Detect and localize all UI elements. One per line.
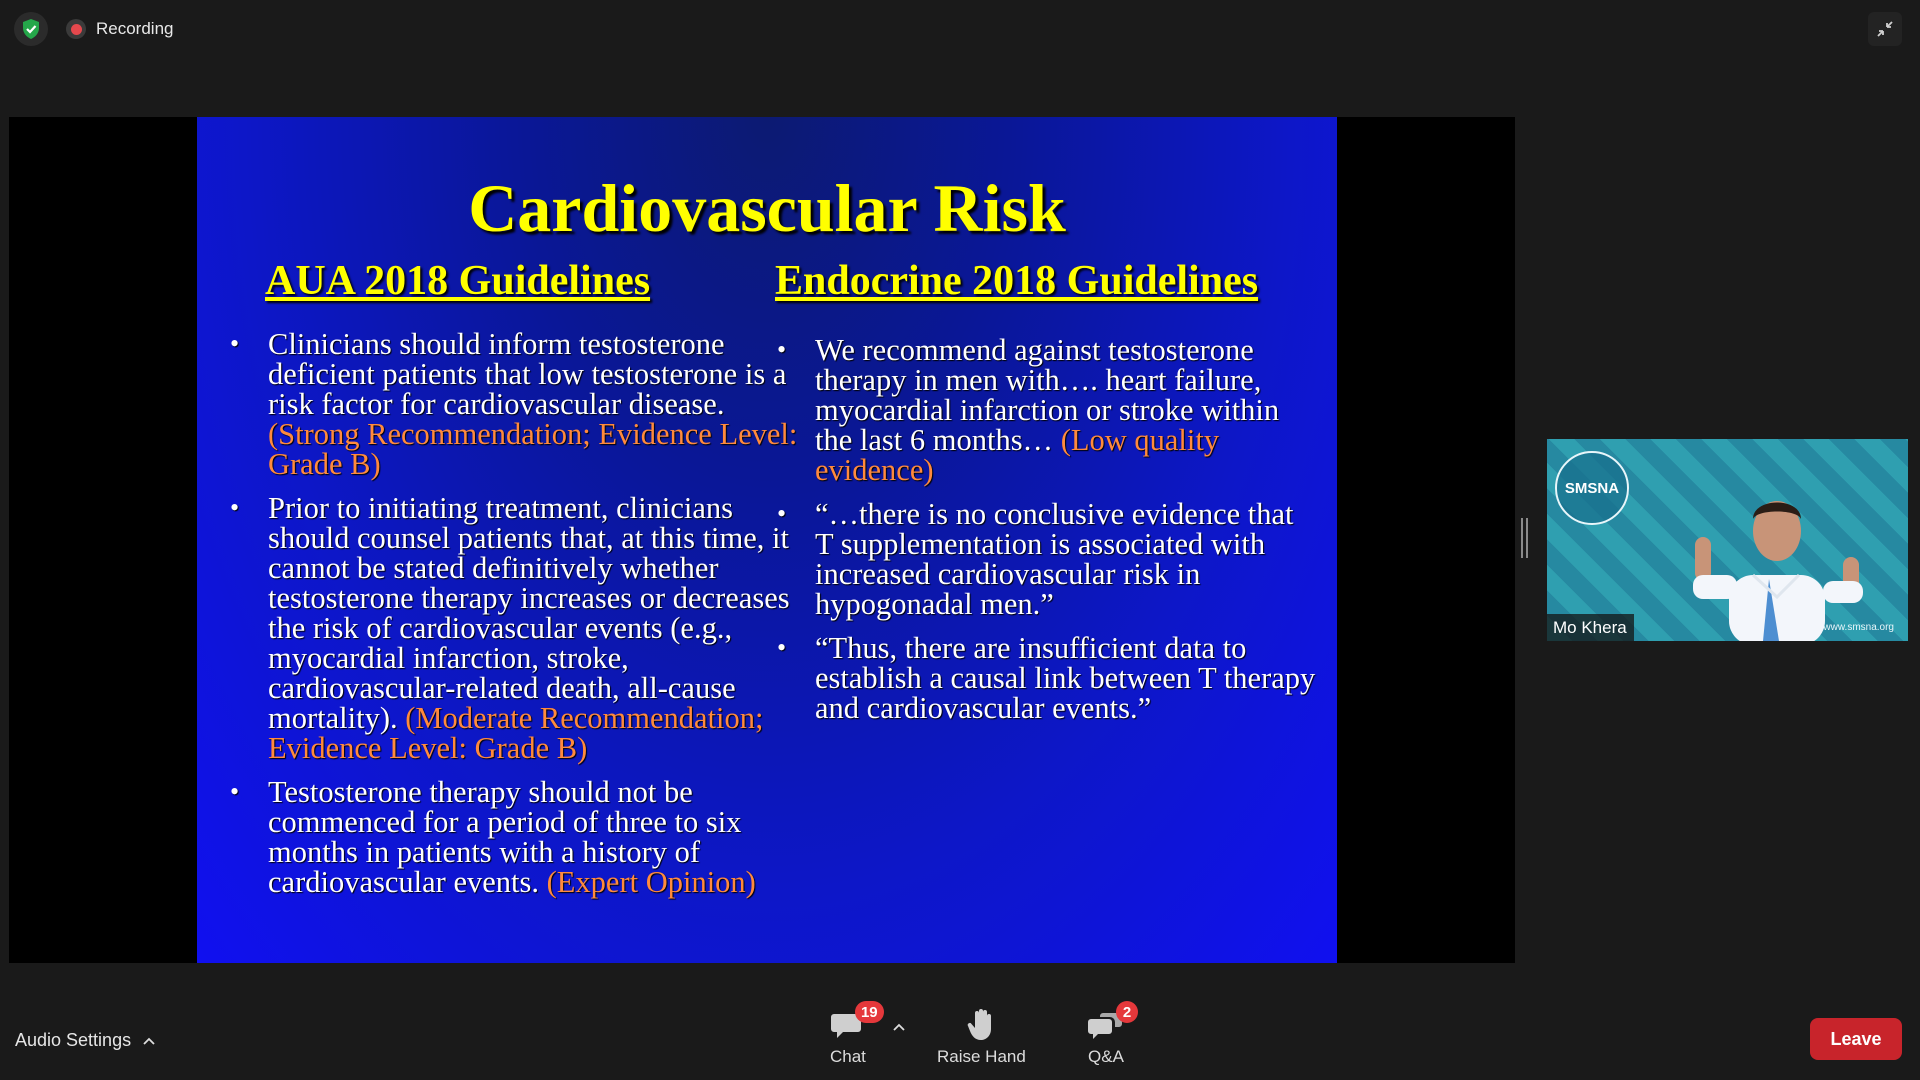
- right-column-heading: Endocrine 2018 Guidelines: [775, 258, 1259, 304]
- list-item: • Clinicians should inform testosterone deficient patients that low testosterone is a risk factor for cardiovascular disease. (Strong Recommendation; Evidence Level: Grade B): [230, 327, 798, 481]
- chat-badge: 19: [855, 1001, 884, 1023]
- right-bullet-list: [777, 335, 1317, 737]
- chat-button[interactable]: [830, 1003, 878, 1067]
- presentation-slide: [197, 117, 1337, 963]
- audio-settings-label: Audio Settings: [15, 1030, 132, 1050]
- participant-name: Mo Khera: [1547, 614, 1634, 641]
- qa-label: Q&A: [1088, 1047, 1124, 1066]
- slide-title: Cardiovascular Risk: [468, 170, 1066, 246]
- raise-hand-label: Raise Hand: [937, 1047, 1026, 1066]
- audio-settings-button[interactable]: [15, 1030, 155, 1051]
- smsna-logo: SMSNA: [1555, 451, 1629, 525]
- chevron-up-icon: [143, 1037, 155, 1045]
- list-item: • Testosterone therapy should not be commenced for a period of three to six months in patients with a history of cardiovascular events. (Expert Opinion): [230, 775, 756, 899]
- left-column-heading: AUA 2018 Guidelines: [265, 258, 651, 304]
- collapse-icon: [1874, 18, 1896, 40]
- security-shield-icon[interactable]: [14, 12, 48, 46]
- qa-badge: 2: [1116, 1001, 1138, 1023]
- list-item: • “…there is no conclusive evidence that T supplementation is associated with increased cardiovascular risk in hypogonadal men.”: [777, 497, 1294, 621]
- leave-button[interactable]: Leave: [1810, 1018, 1902, 1060]
- participant-video[interactable]: [1547, 439, 1908, 641]
- recording-indicator[interactable]: [66, 16, 174, 42]
- list-item: • Prior to initiating treatment, clinicians should counsel patients that, at this time, it cannot be stated definitively whether testosterone therapy increases or decreases the risk of cardiovascular events (e.g., myocardial infarction, stroke, cardiovascular-related death, all-cause mortality). (Moderate Recommendation; Evidence Level: Grade B): [230, 491, 790, 765]
- list-item: • We recommend against testosterone therapy in men with…. heart failure, myocardial infarction or stroke within the last 6 months… (Low quality evidence): [777, 333, 1280, 487]
- shared-screen: [9, 117, 1515, 963]
- list-item: • “Thus, there are insufficient data to establish a causal link between T therapy and cardiovascular events.”: [777, 631, 1316, 725]
- raise-hand-button[interactable]: [937, 1005, 1026, 1067]
- exit-fullscreen-button[interactable]: [1868, 12, 1902, 46]
- left-bullet-list: [230, 329, 805, 911]
- panel-resize-handle[interactable]: [1520, 518, 1528, 558]
- site-url: www.smsna.org: [1823, 622, 1894, 633]
- hand-icon: [967, 1007, 995, 1041]
- chevron-up-icon: [893, 1023, 905, 1031]
- person-icon: [1657, 457, 1877, 641]
- record-icon: [66, 19, 86, 39]
- recording-label: Recording: [96, 19, 174, 38]
- chat-label: Chat: [830, 1047, 866, 1066]
- chat-options-chevron[interactable]: [893, 1018, 905, 1036]
- qa-button[interactable]: [1088, 1003, 1132, 1067]
